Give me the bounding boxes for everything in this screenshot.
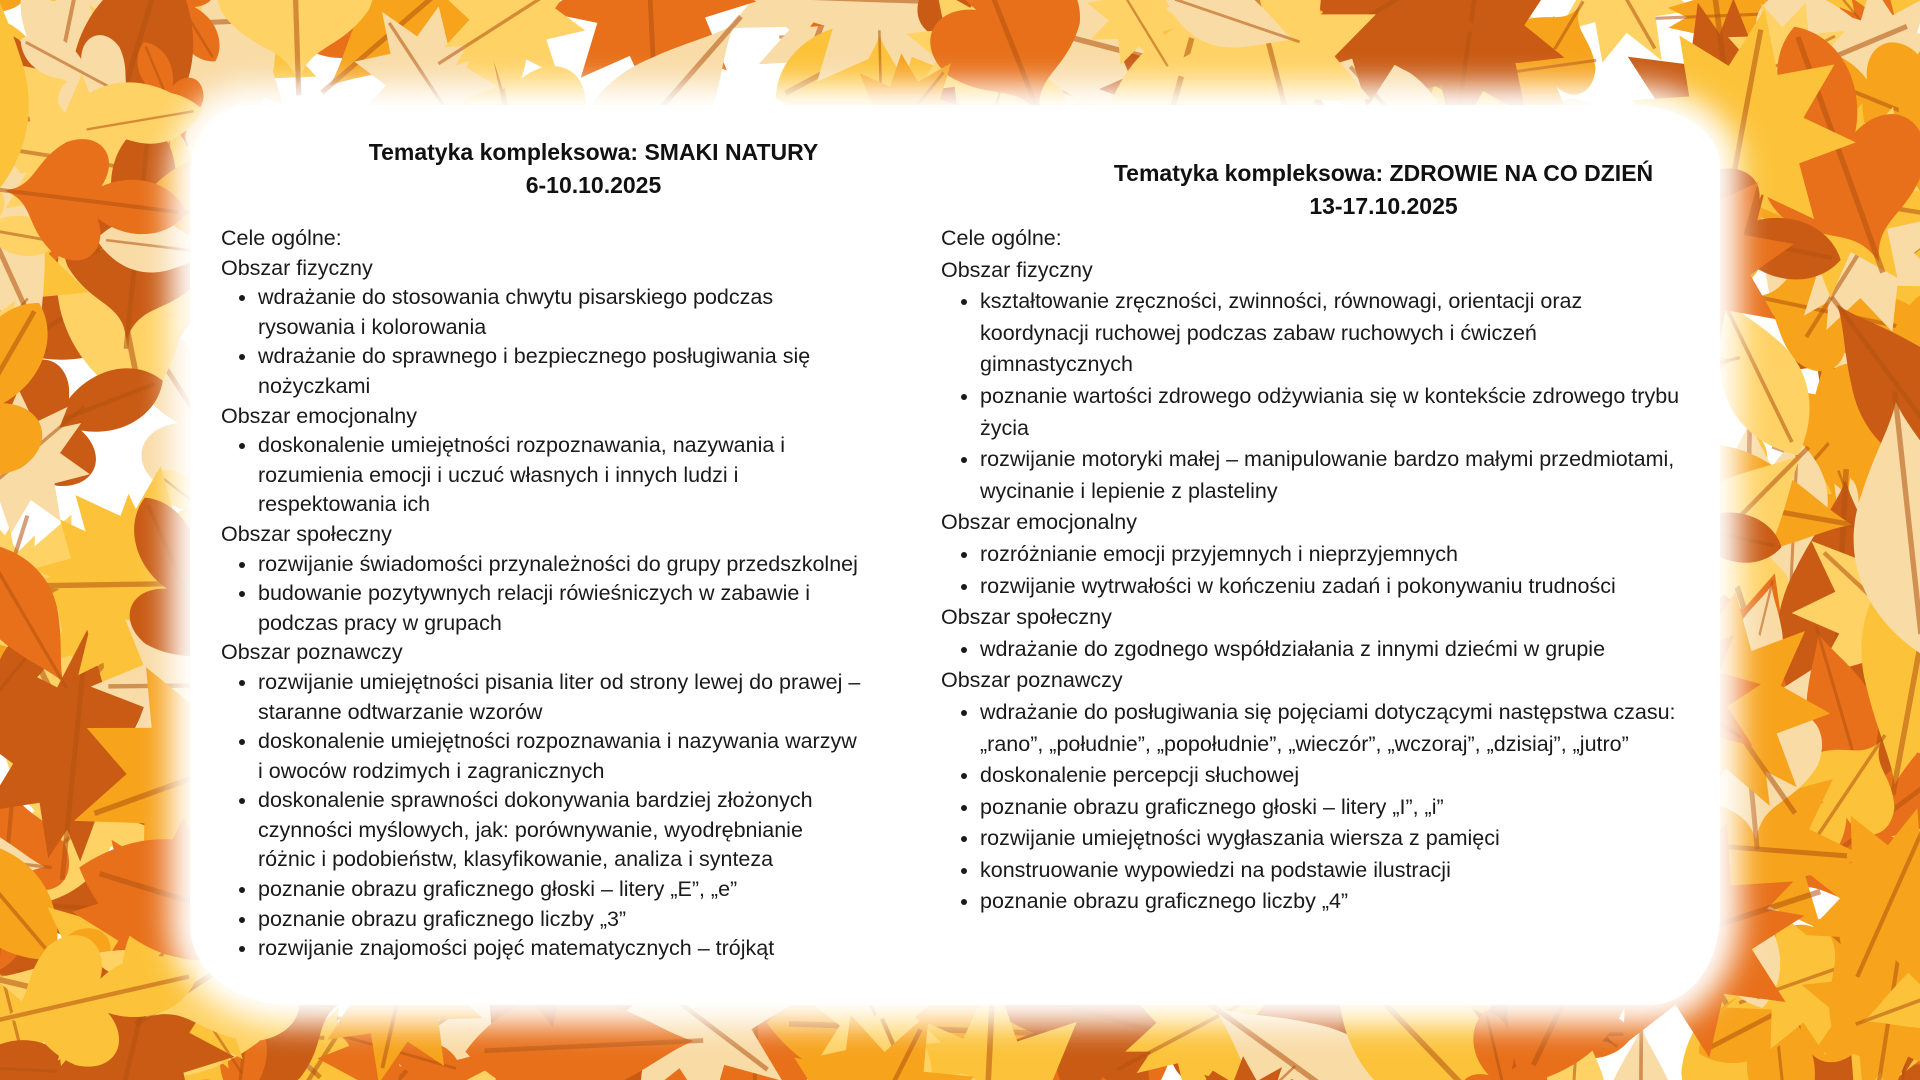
left-column — [221, 136, 861, 964]
goal-item: • rozwijanie motoryki małej – manipulowanie bardzo małymi przedmiotami, wycinanie i lepienie z plasteliny — [980, 444, 1686, 507]
right-goals-label: Cele ogólne: — [941, 226, 1062, 250]
goal-item: • doskonalenie umiejętności rozpoznawania, nazywania i rozumienia emocji i uczuć własnych i innych ludzi i respektowania ich — [258, 431, 861, 520]
goal-item: • rozróżnianie emocji przyjemnych i nieprzyjemnych — [980, 539, 1686, 571]
goal-list — [941, 697, 1686, 918]
goal-item: • rozwijanie świadomości przynależności do grupy przedszkolnej — [258, 550, 861, 580]
area-heading: Obszar społeczny — [941, 605, 1112, 630]
goal-item: • doskonalenie percepcji słuchowej — [980, 760, 1686, 792]
goal-item: • wdrażanie do posługiwania się pojęciami dotyczącymi następstwa czasu: „rano”, „południe”, „popołudnie”, „wieczór”, „wczoraj”, „dzisiaj”, „jutro” — [980, 697, 1686, 760]
area-heading: Obszar poznawczy — [221, 640, 403, 665]
goal-list — [941, 634, 1686, 666]
right-date: 13-17.10.2025 — [1309, 193, 1458, 219]
goal-item: • rozwijanie umiejętności pisania liter od strony lewej do prawej – staranne odtwarzanie wzorów — [258, 668, 861, 727]
left-title: Tematyka kompleksowa: SMAKI NATURY — [368, 139, 819, 165]
goal-list — [221, 431, 861, 520]
goal-item: • rozwijanie znajomości pojęć matematycznych – trójkąt — [258, 934, 861, 964]
area-heading: Obszar społeczny — [221, 521, 392, 546]
goal-item: • rozwijanie wytrwałości w kończeniu zadań i pokonywaniu trudności — [980, 571, 1686, 603]
goal-item: • doskonalenie umiejętności rozpoznawania i nazywania warzyw i owoców rodzimych i zagranicznych — [258, 727, 861, 786]
area-heading: Obszar emocjonalny — [941, 510, 1137, 535]
goal-item: • poznanie obrazu graficznego liczby „4” — [980, 886, 1686, 918]
area-heading: Obszar poznawczy — [941, 668, 1123, 693]
area-heading: Obszar fizyczny — [221, 255, 373, 280]
goal-list — [221, 550, 861, 639]
right-areas — [941, 255, 1686, 918]
goal-list — [221, 283, 861, 401]
goal-item: • wdrażanie do stosowania chwytu pisarskiego podczas rysowania i kolorowania — [258, 283, 861, 342]
goal-item: • konstruowanie wypowiedzi na podstawie ilustracji — [980, 855, 1686, 887]
goal-list — [221, 668, 861, 964]
goal-item: • poznanie obrazu graficznego głoski – litery „E”, „e” — [258, 875, 861, 905]
goal-item: • poznanie obrazu graficznego głoski – litery „I”, „i” — [980, 792, 1686, 824]
goal-item: • budowanie pozytywnych relacji rówieśniczych w zabawie i podczas pracy w grupach — [258, 579, 861, 638]
left-date: 6-10.10.2025 — [525, 172, 662, 198]
area-heading: Obszar emocjonalny — [221, 403, 417, 428]
left-goals-label: Cele ogólne: — [221, 226, 342, 250]
area-heading: Obszar fizyczny — [941, 257, 1093, 282]
right-title: Tematyka kompleksowa: ZDROWIE NA CO DZIEŃ — [1113, 160, 1654, 186]
goal-item: • poznanie wartości zdrowego odżywiania się w kontekście zdrowego trybu życia — [980, 381, 1686, 444]
goal-item: • poznanie obrazu graficznego liczby „3” — [258, 905, 861, 935]
goal-item: • wdrażanie do sprawnego i bezpiecznego posługiwania się nożyczkami — [258, 342, 861, 401]
goal-item: • rozwijanie umiejętności wygłaszania wiersza z pamięci — [980, 823, 1686, 855]
goal-item: • wdrażanie do zgodnego współdziałania z innymi dziećmi w grupie — [980, 634, 1686, 666]
left-areas — [221, 254, 861, 964]
right-column — [941, 157, 1686, 918]
goal-item: • doskonalenie sprawności dokonywania bardziej złożonych czynności myślowych, jak: porównywanie, wyodrębnianie różnic i podobieństw, klasyfikowanie, analiza i synteza — [258, 786, 861, 875]
goal-list — [941, 539, 1686, 602]
goal-item: • kształtowanie zręczności, zwinności, równowagi, orientacji oraz koordynacji ruchowej podczas zabaw ruchowych i ćwiczeń gimnastycznych — [980, 286, 1686, 381]
goal-list — [941, 286, 1686, 507]
